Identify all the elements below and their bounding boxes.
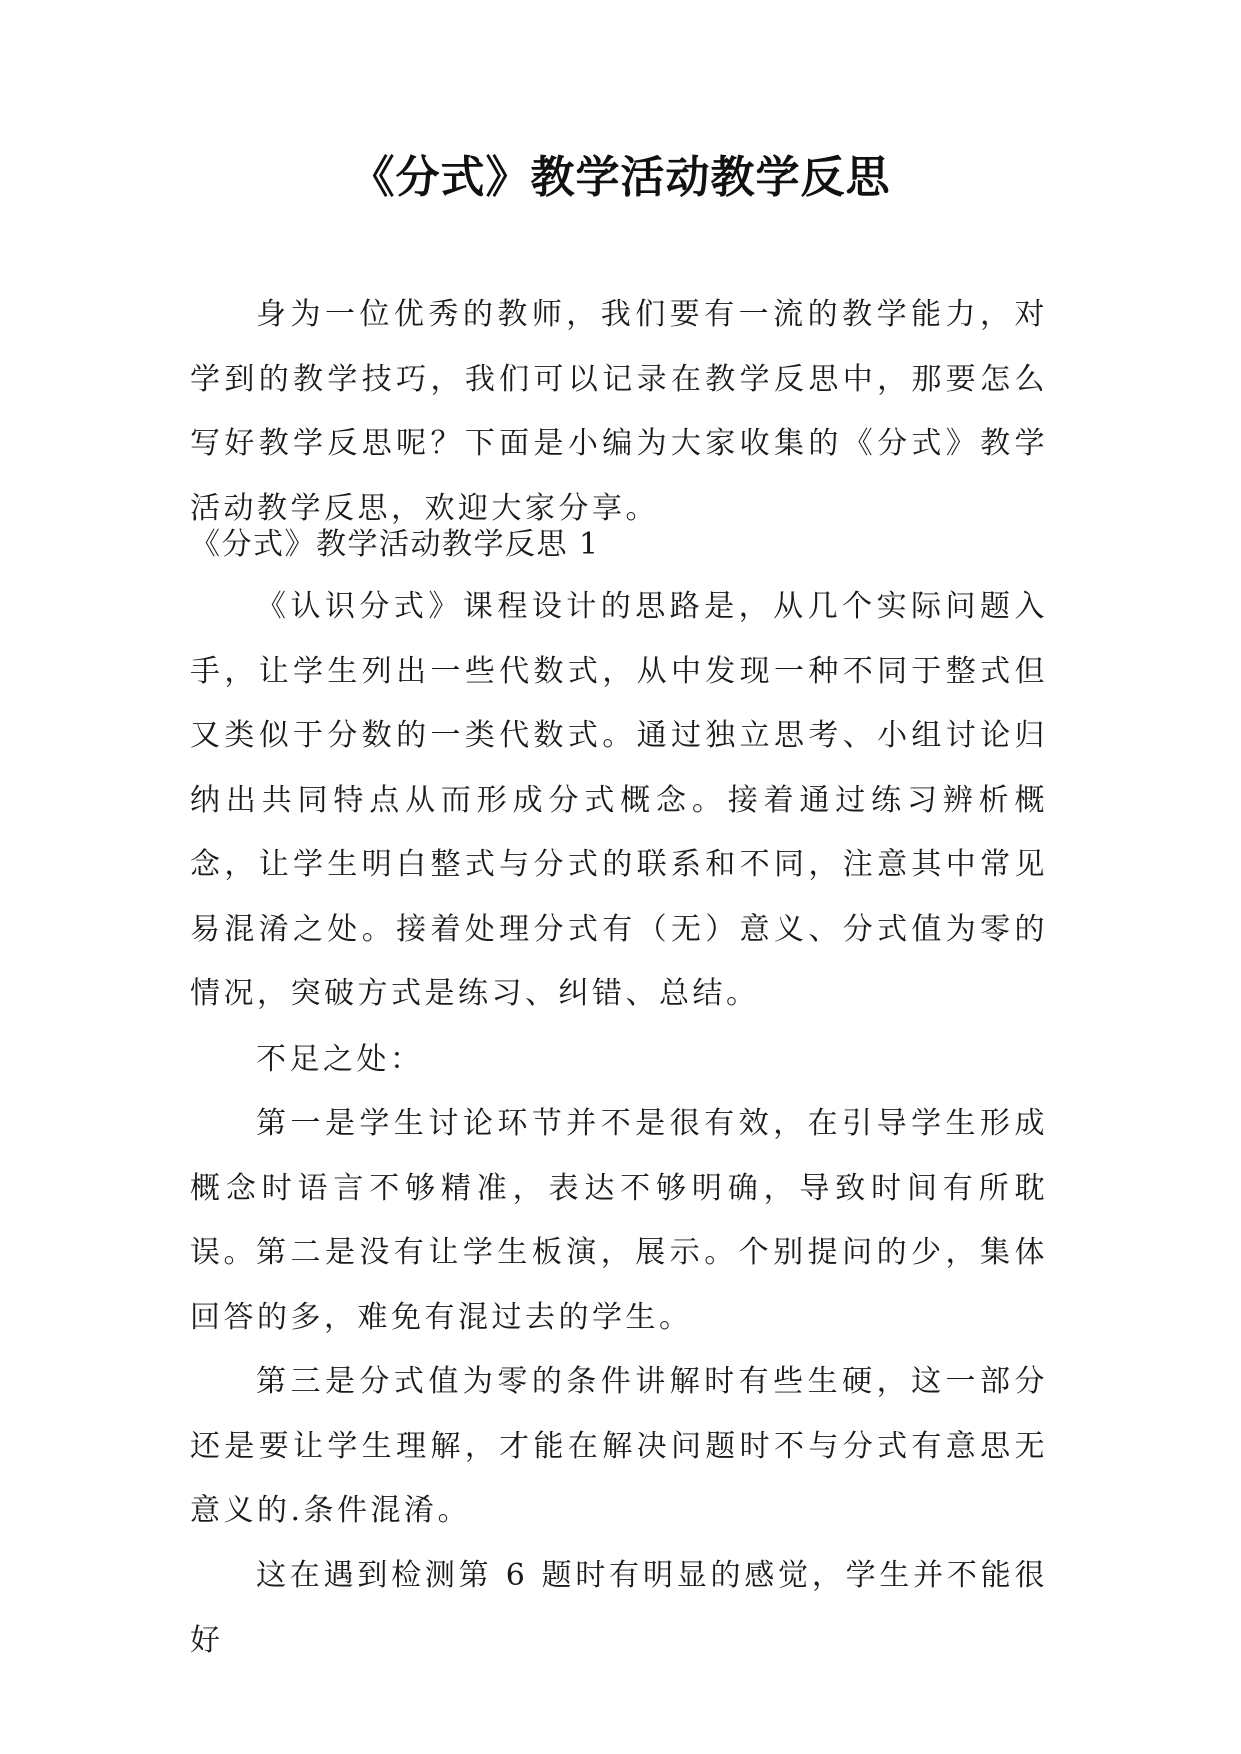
paragraph-shortcoming-2: 第二是没有让学生板演，展示。个别提问的少，集体回答的多，难免有混过去的学生。	[190, 1235, 1048, 1335]
paragraph-test-question: 这在遇到检测第 6 题时有明显的感觉，学生并不能很好	[190, 1558, 1048, 1658]
intro-paragraph: 身为一位优秀的教师，我们要有一流的教学能力，对学到的教学技巧，我们可以记录在教学反思中，那要怎么写好教学反思呢？下面是小编为大家收集的《分式》教学活动教学反思，欢迎大家分享。	[190, 297, 1048, 526]
paragraph-shortcoming-1: 第一是学生讨论环节并不是很有效，在引导学生形成概念时语言不够精准，表达不够明确，导致时间有所耽误。	[190, 1106, 1048, 1270]
section-heading: 《分式》教学活动教学反思 1	[190, 527, 600, 562]
document-title: 《分式》教学活动教学反思	[350, 152, 891, 203]
paragraph-course-design: 《认识分式》课程设计的思路是，从几个实际问题入手，让学生列出一些代数式，从中发现一种不同于整式但又类似于分数的一类代数式。通过独立思考、小组讨论归纳出共同特点从而形成分式概念。接着通过练习辨析概念，让学生明白整式与分式的联系和不同，注意其中常见易混淆之处。接着处理分式有（无）意义、分式值为零的情况，突破方式是练习、纠错、总结。	[190, 589, 1048, 1011]
paragraph-shortcoming-3: 第三是分式值为零的条件讲解时有些生硬，这一部分还是要让学生理解，才能在解决问题时不与分式有意思无意义的.条件混淆。	[190, 1364, 1048, 1528]
paragraph-shortcomings-heading: 不足之处：	[256, 1042, 424, 1077]
